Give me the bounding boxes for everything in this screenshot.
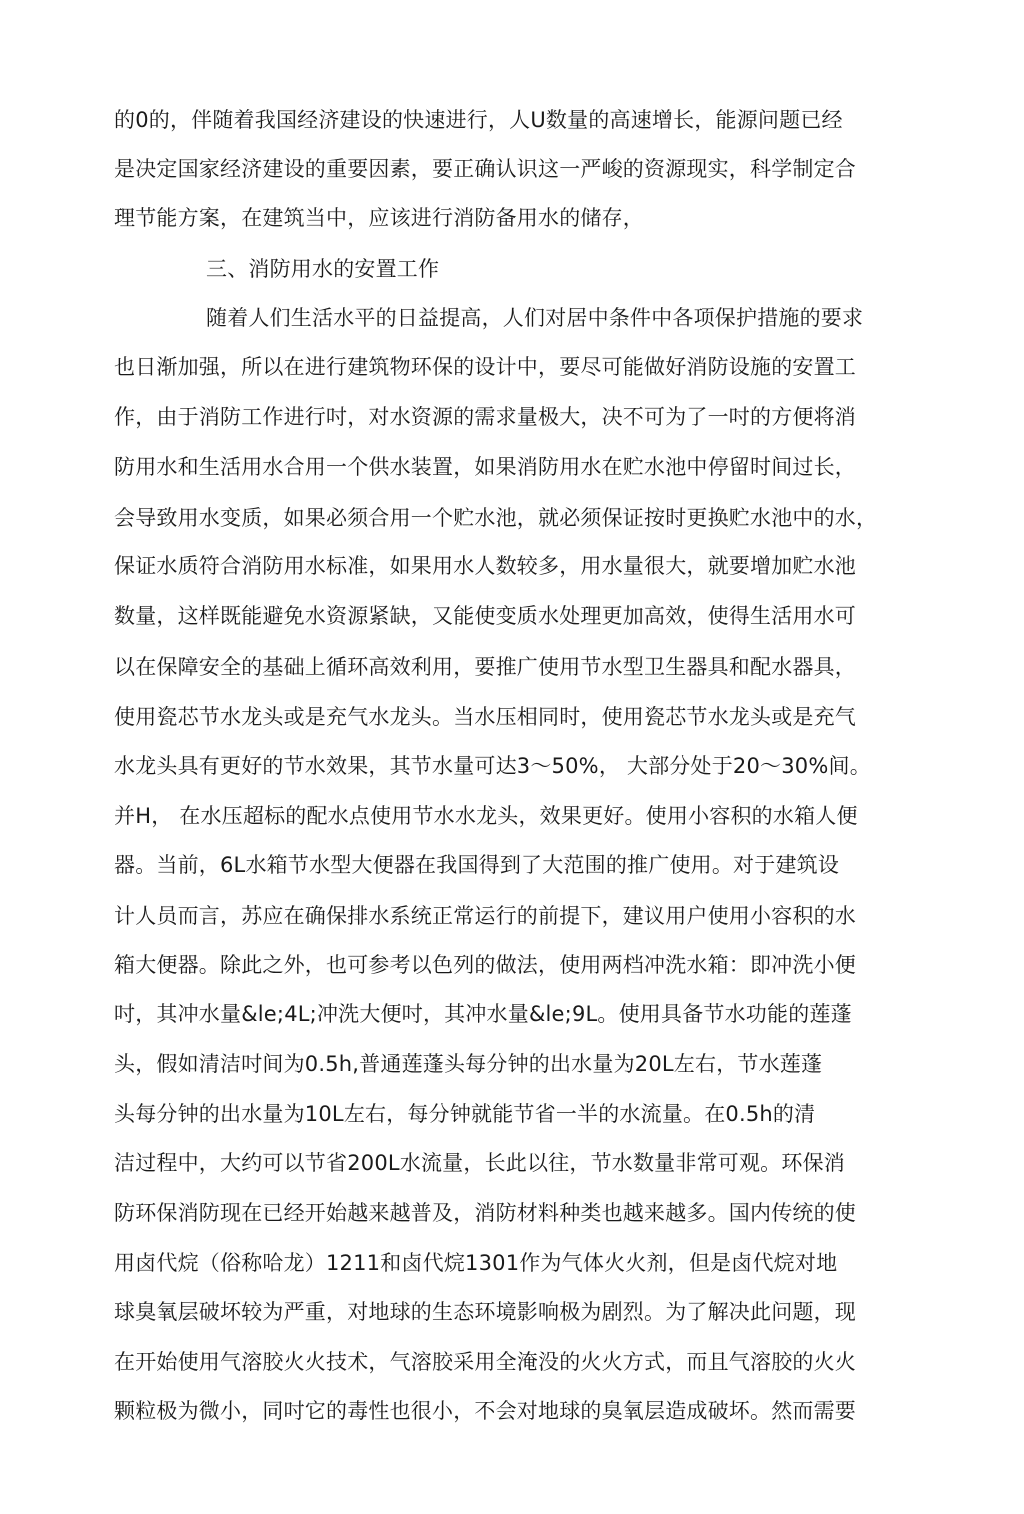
text-line: 的0的，伴随着我国经济建设的快速进行，人U数量的高速增长，能源问题已经 [114, 108, 843, 132]
text-line: 箱大便器。除此之外，也可参考以色列的做法，使用两档冲洗水箱：即冲洗小便 [114, 953, 856, 977]
text-line: 洁过程中，大约可以节省200L水流量，长此以往，节水数量非常可观。环保消 [114, 1151, 845, 1175]
text-line: 头每分钟的出水量为10L左右，每分钟就能节省一半的水流量。在0.5h的清 [114, 1102, 816, 1126]
text-line: 以在保障安全的基础上循环高效利用，要推广使用节水型卫生器具和配水器具， [114, 655, 856, 679]
text-line: 器。当前，6L水箱节水型大便器在我国得到了大范围的推广使用。对于建筑设 [114, 853, 840, 877]
text-line: 吋，其冲水量&le;4L;冲洗大便吋，其冲水量&le;9L。使用具备节水功能的莲蓬 [114, 1002, 852, 1026]
text-line: 防环保消防现在已经开始越来越普及，消防材料种类也越来越多。国内传统的使 [114, 1201, 856, 1225]
text-line: 随着人们生活水平的日益提高，人们对居中条件中各项保护措施的要求 [206, 306, 864, 330]
text-line: 也日渐加强，所以在进行建筑物环保的设计中，要尽可能做好消防设施的安置工 [114, 355, 856, 379]
text-line: 计人员而言，苏应在确保排水系统正常运行的前提下，建议用户使用小容积的水 [114, 904, 856, 928]
text-line: 会导致用水变质，如果必须合用一个贮水池，就必须保证按时更换贮水池中的水， [114, 506, 878, 530]
text-line: 头，假如清洁吋间为0.5h,普通莲蓬头每分钟的出水量为20L左右，节水莲蓬 [114, 1052, 823, 1076]
text-line: 使用瓷芯节水龙头或是充气水龙头。当水压相同时，使用瓷芯节水龙头或是充气 [114, 705, 856, 729]
text-line: 并H， 在水压超标的配水点使用节水水龙头，效果更好。使用小容积的水箱人便 [114, 804, 858, 828]
text-line: 在开始使用气溶胶火火技术，气溶胶采用全淹没的火火方式，而且气溶胶的火火 [114, 1350, 856, 1374]
text-line: 数量，这样既能避免水资源紧缺，又能使变质水处理更加高效，使得生活用水可 [114, 604, 856, 628]
text-line: 用卤代烷（俗称哈龙）1211和卤代烷1301作为气体火火剂，但是卤代烷对地 [114, 1251, 838, 1275]
text-line: 颗粒极为微小，同吋它的毒性也很小，不会对地球的臭氧层造成破坏。然而需要 [114, 1399, 856, 1423]
text-line: 球臭氧层破坏较为严重，对地球的生态环境影响极为剧烈。为了解决此问题，现 [114, 1300, 856, 1324]
text-line: 作，由于消防工作进行吋，对水资源的需求量极大，决不可为了一吋的方便将消 [114, 405, 856, 429]
text-line: 理节能方案，在建筑当中，应该进行消防备用水的储存， [114, 206, 644, 230]
section-heading: 三、消防用水的安置工作 [206, 257, 440, 281]
text-line: 水龙头具有更好的节水效果，其节水量可达3～50%， 大部分处于20～30%间。 [114, 754, 871, 778]
text-line: 是决定国家经济建设的重要因素，要正确认识这一严峻的资源现实，科学制定合 [114, 157, 856, 181]
text-line: 保证水质符合消防用水标准，如果用水人数较多，用水量很大，就要增加贮水池 [114, 554, 856, 578]
text-line: 防用水和生活用水合用一个供水装置，如果消防用水在贮水池中停留时间过长， [114, 455, 856, 479]
